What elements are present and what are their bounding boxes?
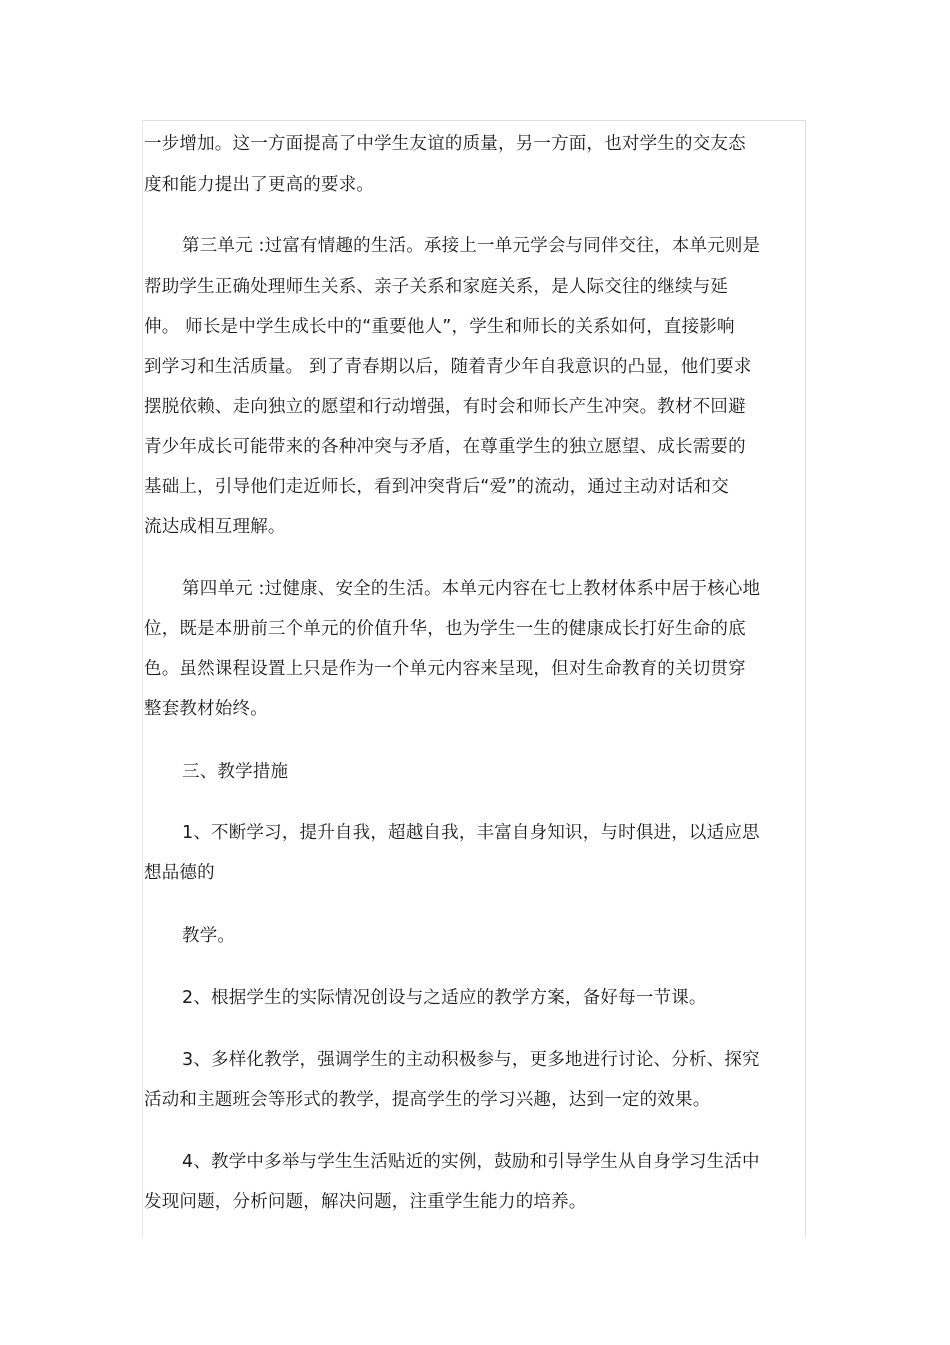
text-line: 整套教材始终。 bbox=[144, 699, 268, 719]
text-line: 第四单元 :过健康、安全的生活。本单元内容在七上教材体系中居于核心地 bbox=[182, 579, 761, 599]
text-line: 帮助学生正确处理师生关系、亲子关系和家庭关系，是人际交往的继续与延 bbox=[144, 277, 729, 297]
text-line: 位，既是本册前三个单元的价值升华，也为学生一生的健康成长打好生命的底 bbox=[144, 619, 746, 639]
text-line: 基础上，引导他们走近师长，看到冲突背后“爱”的流动，通过主动对话和交 bbox=[144, 477, 729, 497]
text-line: 度和能力提出了更高的要求。 bbox=[144, 175, 375, 195]
list-item-line: 发现问题，分析问题，解决问题，注重学生能力的培养。 bbox=[144, 1192, 587, 1212]
text-line: 色。虽然课程设置上只是作为一个单元内容来呈现，但对生命教育的关切贯穿 bbox=[144, 659, 746, 679]
text-line: 到学习和生活质量。 到了青春期以后，随着青少年自我意识的凸显，他们要求 bbox=[144, 357, 752, 377]
list-item-line: 3、多样化教学，强调学生的主动积极参与，更多地进行讨论、分析、探究 bbox=[182, 1050, 760, 1070]
text-line: 第三单元 :过富有情趣的生活。承接上一单元学会与同伴交往，本单元则是 bbox=[182, 236, 761, 256]
text-line: 一步增加。这一方面提高了中学生友谊的质量，另一方面，也对学生的交友态 bbox=[144, 134, 746, 154]
list-item-line: 2、根据学生的实际情况创设与之适应的教学方案，备好每一节课。 bbox=[182, 988, 707, 1008]
list-item-line: 4、教学中多举与学生生活贴近的实例，鼓励和引导学生从自身学习生活中 bbox=[182, 1152, 760, 1172]
list-item-line: 想品德的 bbox=[144, 863, 215, 883]
list-item-line: 活动和主题班会等形式的教学，提高学生的学习兴趣，达到一定的效果。 bbox=[144, 1090, 711, 1110]
text-line: 伸。 师长是中学生成长中的“重要他人”，学生和师长的关系如何，直接影响 bbox=[144, 317, 735, 337]
text-line: 流达成相互理解。 bbox=[144, 517, 286, 537]
text-line: 青少年成长可能带来的各种冲突与矛盾，在尊重学生的独立愿望、成长需要的 bbox=[144, 437, 746, 457]
list-item-line: 1、不断学习，提升自我，超越自我，丰富自身知识，与时俱进，以适应思 bbox=[182, 823, 760, 843]
section-heading: 三、教学措施 bbox=[182, 762, 289, 782]
text-line: 摆脱依赖、走向独立的愿望和行动增强，有时会和师长产生冲突。教材不回避 bbox=[144, 397, 746, 417]
list-item-line: 教学。 bbox=[182, 926, 236, 946]
